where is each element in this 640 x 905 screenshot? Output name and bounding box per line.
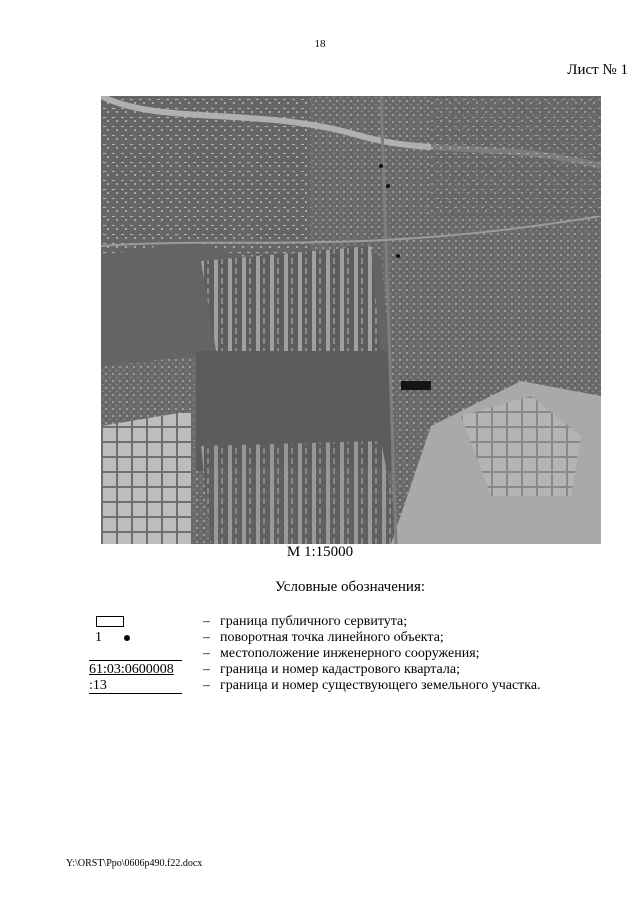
cadastral-quarter-number: 61:03:0600008 <box>89 662 174 677</box>
legend-dash: – <box>203 678 210 693</box>
legend-text: граница и номер кадастрового квартала; <box>220 662 460 677</box>
servitude-boundary-symbol <box>96 616 124 627</box>
legend-item-turning-point <box>89 630 629 646</box>
legend <box>89 614 629 694</box>
legend-dash: – <box>203 646 210 661</box>
legend-text: граница и номер существующего земельного участка. <box>220 678 541 693</box>
legend-item-land-parcel <box>89 678 629 694</box>
legend-dash: – <box>203 630 210 645</box>
sheet-label: Лист № 1 <box>567 62 628 78</box>
map-scale: М 1:15000 <box>286 544 354 560</box>
legend-item-servitude-boundary <box>89 614 629 630</box>
aerial-map <box>101 96 601 544</box>
legend-symbol <box>89 646 184 662</box>
turning-point-number: 1 <box>95 630 102 645</box>
legend-symbol <box>89 662 184 678</box>
engineering-structure-line <box>89 660 182 661</box>
legend-text: местоположение инженерного сооружения; <box>220 646 480 661</box>
footer-file-path: Y:\ORST\Ppo\0606p490.f22.docx <box>66 858 203 869</box>
legend-symbol <box>89 678 184 694</box>
legend-item-engineering-structure <box>89 646 629 662</box>
legend-dash: – <box>203 614 210 629</box>
legend-title: Условные обозначения: <box>274 579 426 595</box>
legend-dash: – <box>203 662 210 677</box>
land-parcel-number: :13 <box>89 678 182 694</box>
legend-text: поворотная точка линейного объекта; <box>220 630 444 645</box>
legend-text: граница публичного сервитута; <box>220 614 408 629</box>
turning-point-dot <box>124 635 130 641</box>
legend-symbol <box>89 630 184 646</box>
legend-symbol <box>89 614 184 630</box>
page-number: 18 <box>314 38 326 50</box>
legend-item-cadastral-quarter <box>89 662 629 678</box>
